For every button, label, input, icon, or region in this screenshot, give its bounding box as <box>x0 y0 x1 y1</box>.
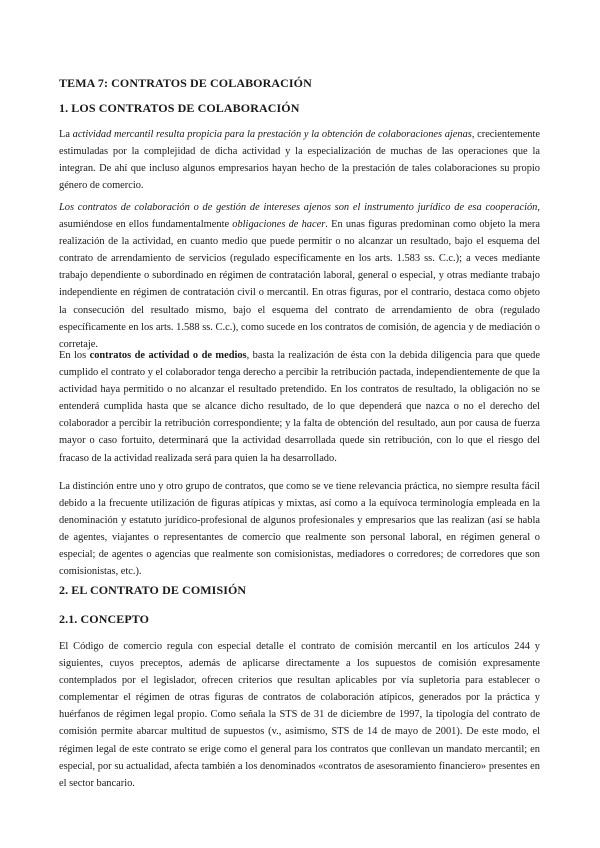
paragraph-5: El Código de comercio regula con especial detalle el contrato de comisión mercantil en los artículos 244 y siguientes, cuyos preceptos, además de aplicarse directamente a los supuestos de comisión expresamente contemplados por el legislador, ofrecen criterios que resultan aplicables por vía supletoria para establecer o complementar el régimen de otras figuras de contratos de colaboración atípicos, generados por la práctica y huérfanos de régimen legal propio. Como señala la STS de 31 de diciembre de 1997, la tipología del contrato de comisión permite abarcar multitud de supuestos (v., asimismo, STS de 14 de mayo de 2001). De este modo, el régimen legal de este contrato se erige como el general para los contratos que conllevan un mandato mercantil; en especial, por su actualidad, afecta también a los denominados «contratos de asesoramiento financiero» presentes en el sector bancario. <box>59 641 540 789</box>
paragraph-3-pre: En los <box>59 350 90 361</box>
paragraph-2-post: . En unas figuras predominan como objeto la mera realización de la actividad, en cuanto medio que puede permitir o no alcanzar un resultado, bajo el esquema del contrato de arrendamiento de servicios (regulado específicamente en los arts. 1.583 ss. C.c.); a veces mediante trabajo dependiente o subordinado en régimen de contratación laboral, general o especial, y otras mediante trabajo independiente en régimen de contratación civil o mercantil. En otras figuras, por el contrario, destaca como objeto la consecución del resultado mismo, bajo el esquema del contrato de arrendamiento de obra (regulado específicamente en los arts. 1.588 ss. C.c.), como sucede en los contratos de comisión, de agencia y de mediación o corretaje. <box>59 219 540 350</box>
paragraph-3-post: , basta la realización de ésta con la debida diligencia para que quede cumplido el contrato y el colaborador tenga derecho a percibir la retribución pactada, independientemente de que la actividad haya permitido o no alcanzar el resultado pretendido. En los contratos de resultado, la obligación no se entenderá cumplida hasta que se alcance dicho resultado, de lo que dependerá que nazca o no el derecho del colaborador a percibir la retribución correspondiente; y la falta de obtención del resultado, aun por causa de fuerza mayor o caso fortuito, determinará que la actividad desarrollada quede sin retribución, con lo que el riesgo del fracaso de la actividad realizada será para quien la ha desarrollado. <box>59 350 540 464</box>
section-2-1-title: 2.1. CONCEPTO <box>59 612 150 626</box>
section-1-title: 1. LOS CONTRATOS DE COLABORACIÓN <box>59 101 300 115</box>
paragraph-3-bold: contratos de actividad o de medios <box>89 350 247 361</box>
paragraph-1 <box>59 126 540 194</box>
paragraph-2-mid: , asumiéndose en ellos fundamentalmente <box>59 202 540 231</box>
paragraph-1-pre: La <box>59 129 73 140</box>
paragraph-4: La distinción entre uno y otro grupo de contratos, que como se ve tiene relevancia práctica, no siempre resulta fácil debido a la frecuente utilización de figuras atípicas y mixtas, así como a la equívoca terminología empleada en la denominación y estatuto jurídico-profesional de algunos profesionales y empresarios que las realizan (así se habla de agentes, viajantes o representantes de comercio que realmente son personal laboral, en régimen general o especial; de agentes o agencias que realmente son comisionistas, mediadores o corredores; de corredores que son comisionistas, etc.). <box>59 481 540 578</box>
paragraph-1-post: , crecientemente estimuladas por la complejidad de dicha actividad y la especialización de muchas de las operaciones que la integran. De ahí que incluso algunos empresarios hayan hecho de la prestación de tales colaboraciones su propio género de comercio. <box>59 129 540 192</box>
tema-title: TEMA 7: CONTRATOS DE COLABORACIÓN <box>59 76 312 90</box>
paragraph-1-italic: actividad mercantil resulta propicia para la prestación y la obtención de colaboraciones ajenas <box>72 129 472 140</box>
paragraph-3 <box>59 347 540 467</box>
paragraph-2 <box>59 199 540 353</box>
paragraph-2-italic-2: obligaciones de hacer <box>232 219 326 231</box>
section-2-title: 2. EL CONTRATO DE COMISIÓN <box>59 583 247 597</box>
paragraph-2-italic-1: Los contratos de colaboración o de gestión de intereses ajenos son el instrumento jurídico de esa cooperación <box>59 202 538 213</box>
